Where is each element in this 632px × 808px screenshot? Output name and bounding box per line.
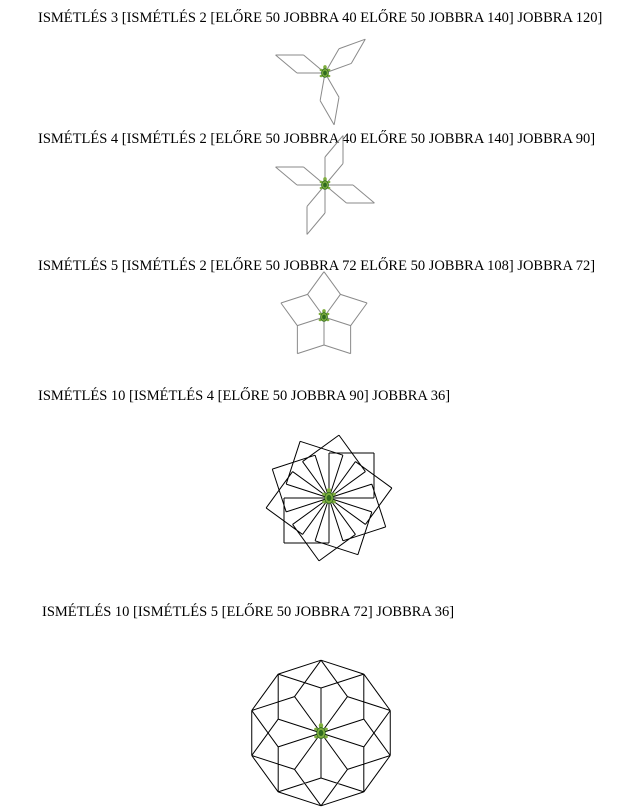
figure-4 [266,435,392,561]
figure-2 [276,136,375,235]
turtle-icon [322,488,336,503]
figure-1 [276,39,366,125]
turtle-icon [314,723,328,738]
command-line-3: ISMÉTLÉS 5 [ISMÉTLÉS 2 [ELŐRE 50 JOBBRA 72 ELŐRE 50 JOBBRA 108] JOBBRA 72] [38,258,596,274]
turtle-icon [320,177,331,189]
command-line-4: ISMÉTLÉS 10 [ISMÉTLÉS 4 [ELŐRE 50 JOBBRA 90] JOBBRA 36] [38,388,451,404]
turtle-path [276,39,366,125]
command-line-1: ISMÉTLÉS 3 [ISMÉTLÉS 2 [ELŐRE 50 JOBBRA 40 ELŐRE 50 JOBBRA 140] JOBBRA 120] [38,10,603,26]
command-line-5: ISMÉTLÉS 10 [ISMÉTLÉS 5 [ELŐRE 50 JOBBRA 72] JOBBRA 36] [42,604,455,620]
figure-5 [252,660,391,806]
command-line-2: ISMÉTLÉS 4 [ISMÉTLÉS 2 [ELŐRE 50 JOBBRA 40 ELŐRE 50 JOBBRA 140] JOBBRA 90] [38,131,596,147]
figure-3 [281,272,367,354]
